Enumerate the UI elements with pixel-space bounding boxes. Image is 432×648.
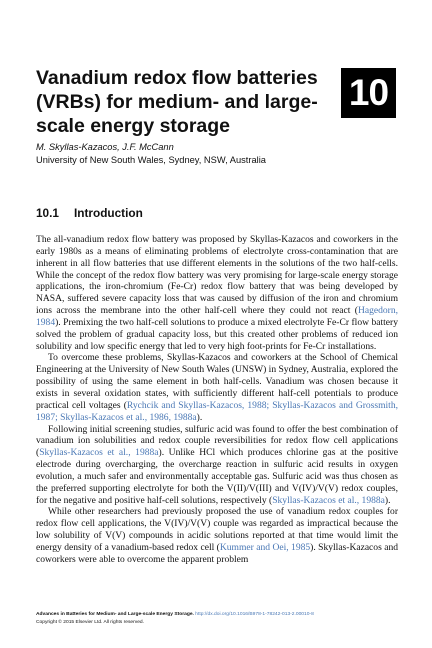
citation-link[interactable]: Rychcik and Skyllas-Kazacos, 1988; Skyllas-Kazacos and Grossmith, 1987; Skyllas-Kazacos et al., 1986, 1988a [36, 399, 398, 423]
paragraph [36, 424, 398, 507]
section-heading [36, 206, 143, 220]
paragraph-text: ). Premixing the two half-cell solutions to produce a mixed electrolyte Fe-Cr flow battery solved the problem of gradual capacity loss, but this created other problems of reduced ion solubility and low specific energy that led to very high foot-prints for Fe-Cr installations. [36, 316, 398, 352]
paragraph-text: While other researchers had previously proposed the use of vanadium redox couples for redox flow cell applications, the V(IV)/V(V) couple was regarded as impractical because the low solubility of V(V) compounds in acidic solutions reported at that time would limit the energy density of a vanadium-based redox cell ( [36, 506, 398, 553]
citation-link[interactable]: Skyllas-Kazacos et al., 1988a [39, 447, 159, 459]
section-title: Introduction [74, 206, 143, 220]
chapter-authors: M. Skyllas-Kazacos, J.F. McCann [36, 142, 174, 152]
chapter-number-badge: 10 [341, 68, 396, 118]
body-text [36, 234, 398, 566]
citation-link[interactable]: Skyllas-Kazacos et al., 1988a [272, 494, 385, 506]
paragraph-text: ). Skyllas-Kazacos and coworkers were able to overcome the apparent problem [36, 541, 398, 565]
paragraph-text: ). Unlike HCl which produces chlorine gas at the positive electrode during overcharging, the overcharge reaction in sulfuric acid results in oxygen evolution, a much safer and environmentally acceptable gas. Sulfuric acid was thus chosen as the preferred supporting electrolyte for both the V(II)/V(III) and V(IV)/V(V) redox couples, for the negative and positive half-cell solutions, respectively ( [36, 447, 398, 506]
paragraph-text: ). [196, 411, 203, 423]
paragraph-text: To overcome these problems, Skyllas-Kazacos and coworkers at the School of Chemical Engineering at the University of New South Wales (UNSW) in Sydney, Australia, explored the possibility of using the same element in both half-cells. Vanadium was chosen because it exists in several oxidation states, with sufficiently different half-cell potentials to produce practical cell voltages ( [36, 352, 398, 411]
paragraph [36, 234, 398, 352]
doi-link[interactable]: http://dx.doi.org/10.1016/B978-1-78242-013-2.00010-8 [195, 612, 314, 617]
copyright-notice: Copyright © 2015 Elsevier Ltd. All rights reserved. [36, 620, 144, 625]
paragraph [36, 506, 398, 565]
paragraph-text: Following initial screening studies, sulfuric acid was found to offer the best combination of vanadium ion solubilities and redox couple reversibilities for redox flow cell applications ( [36, 423, 398, 459]
citation-link[interactable]: Kummer and Oei, 1985 [219, 541, 311, 553]
paragraph [36, 352, 398, 423]
page-footer [36, 611, 416, 627]
paragraph-text: The all-vanadium redox flow battery was proposed by Skyllas-Kazacos and coworkers in the early 1980s as a means of eliminating problems of electrolyte cross-contamination that are inherent in all flow batteries that use different elements in the solutions of the two half-cells. While the concept of the redox flow battery was very promising for large-scale energy storage applications, the iron-chromium (Fe-Cr) redox flow battery that was being developed by NASA, suffered severe capacity loss that was caused by diffusion of the iron and chromium ions across the membrane into the other half-cell where they could not react ( [36, 234, 398, 317]
chapter-title: Vanadium redox flow batteries (VRBs) for medium- and large-scale energy storage [36, 67, 318, 137]
author-affiliation: University of New South Wales, Sydney, NSW, Australia [36, 155, 266, 165]
paragraph-text: ). [384, 494, 391, 506]
footer-citation-line [36, 611, 416, 619]
citation-link[interactable]: Hagedorn, 1984 [36, 305, 398, 328]
book-title: Advances in Batteries for Medium- and Large-scale Energy Storage. [36, 612, 194, 617]
section-number: 10.1 [36, 206, 59, 220]
